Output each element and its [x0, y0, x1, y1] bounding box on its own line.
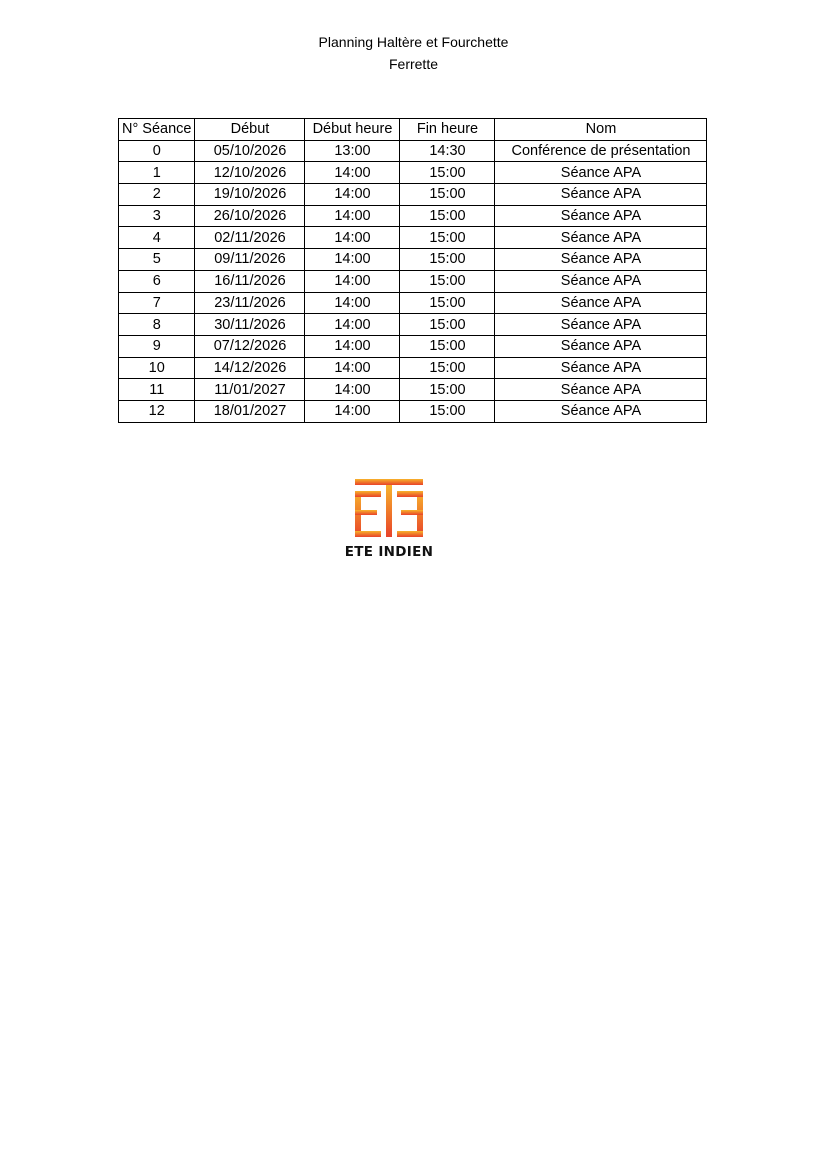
table-row — [119, 379, 707, 401]
end-time-cell: 15:00 — [400, 162, 495, 184]
session-name-cell: Séance APA — [495, 400, 707, 422]
session-name-cell: Conférence de présentation — [495, 140, 707, 162]
start-date-cell: 12/10/2026 — [195, 162, 305, 184]
table-row — [119, 205, 707, 227]
session-name-cell: Séance APA — [495, 184, 707, 206]
session-number-cell: 6 — [119, 270, 195, 292]
table-row — [119, 335, 707, 357]
start-date-cell: 26/10/2026 — [195, 205, 305, 227]
start-time-cell: 14:00 — [305, 184, 400, 206]
end-time-cell: 15:00 — [400, 357, 495, 379]
session-name-cell: Séance APA — [495, 162, 707, 184]
session-name-cell: Séance APA — [495, 335, 707, 357]
table-header-row — [119, 119, 707, 141]
start-date-cell: 11/01/2027 — [195, 379, 305, 401]
table-row — [119, 357, 707, 379]
session-number-cell: 5 — [119, 249, 195, 271]
document-header — [0, 31, 827, 75]
page-subtitle: Ferrette — [388, 56, 438, 72]
schedule-table — [118, 118, 707, 423]
session-name-cell: Séance APA — [495, 379, 707, 401]
session-number-cell: 3 — [119, 205, 195, 227]
start-date-cell: 30/11/2026 — [195, 314, 305, 336]
table-row — [119, 184, 707, 206]
session-number-cell: 4 — [119, 227, 195, 249]
start-time-cell: 14:00 — [305, 162, 400, 184]
table-row — [119, 400, 707, 422]
column-header: N° Séance — [119, 119, 195, 141]
table-row — [119, 162, 707, 184]
start-date-cell: 16/11/2026 — [195, 270, 305, 292]
end-time-cell: 15:00 — [400, 379, 495, 401]
start-time-cell: 14:00 — [305, 314, 400, 336]
start-time-cell: 14:00 — [305, 335, 400, 357]
end-time-cell: 15:00 — [400, 314, 495, 336]
session-name-cell: Séance APA — [495, 314, 707, 336]
session-name-cell: Séance APA — [495, 270, 707, 292]
logo-text: ETE INDIEN — [344, 544, 434, 560]
session-name-cell: Séance APA — [495, 205, 707, 227]
end-time-cell: 15:00 — [400, 335, 495, 357]
session-number-cell: 9 — [119, 335, 195, 357]
start-date-cell: 02/11/2026 — [195, 227, 305, 249]
session-number-cell: 7 — [119, 292, 195, 314]
session-number-cell: 12 — [119, 400, 195, 422]
start-date-cell: 07/12/2026 — [195, 335, 305, 357]
start-time-cell: 14:00 — [305, 227, 400, 249]
session-number-cell: 8 — [119, 314, 195, 336]
session-name-cell: Séance APA — [495, 292, 707, 314]
session-number-cell: 1 — [119, 162, 195, 184]
session-name-cell: Séance APA — [495, 249, 707, 271]
end-time-cell: 15:00 — [400, 270, 495, 292]
start-date-cell: 23/11/2026 — [195, 292, 305, 314]
session-number-cell: 10 — [119, 357, 195, 379]
start-date-cell: 19/10/2026 — [195, 184, 305, 206]
start-time-cell: 14:00 — [305, 379, 400, 401]
start-date-cell: 14/12/2026 — [195, 357, 305, 379]
session-name-cell: Séance APA — [495, 357, 707, 379]
ete-logo-icon — [355, 479, 423, 537]
end-time-cell: 15:00 — [400, 205, 495, 227]
end-time-cell: 15:00 — [400, 292, 495, 314]
table-body — [119, 140, 707, 422]
ete-indien-logo — [339, 479, 439, 560]
table-row — [119, 270, 707, 292]
end-time-cell: 15:00 — [400, 184, 495, 206]
end-time-cell: 15:00 — [400, 249, 495, 271]
end-time-cell: 14:30 — [400, 140, 495, 162]
column-header: Fin heure — [400, 119, 495, 141]
column-header: Début — [195, 119, 305, 141]
start-time-cell: 14:00 — [305, 270, 400, 292]
start-time-cell: 14:00 — [305, 249, 400, 271]
start-time-cell: 14:00 — [305, 357, 400, 379]
end-time-cell: 15:00 — [400, 227, 495, 249]
end-time-cell: 15:00 — [400, 400, 495, 422]
column-header: Début heure — [305, 119, 400, 141]
page-title: Planning Haltère et Fourchette — [318, 34, 509, 50]
table-row — [119, 227, 707, 249]
column-header: Nom — [495, 119, 707, 141]
table-row — [119, 292, 707, 314]
start-time-cell: 14:00 — [305, 205, 400, 227]
session-number-cell: 0 — [119, 140, 195, 162]
start-time-cell: 14:00 — [305, 292, 400, 314]
start-time-cell: 13:00 — [305, 140, 400, 162]
session-number-cell: 2 — [119, 184, 195, 206]
start-date-cell: 09/11/2026 — [195, 249, 305, 271]
session-number-cell: 11 — [119, 379, 195, 401]
start-date-cell: 05/10/2026 — [195, 140, 305, 162]
table-row — [119, 140, 707, 162]
start-date-cell: 18/01/2027 — [195, 400, 305, 422]
table-row — [119, 249, 707, 271]
table-row — [119, 314, 707, 336]
session-name-cell: Séance APA — [495, 227, 707, 249]
start-time-cell: 14:00 — [305, 400, 400, 422]
